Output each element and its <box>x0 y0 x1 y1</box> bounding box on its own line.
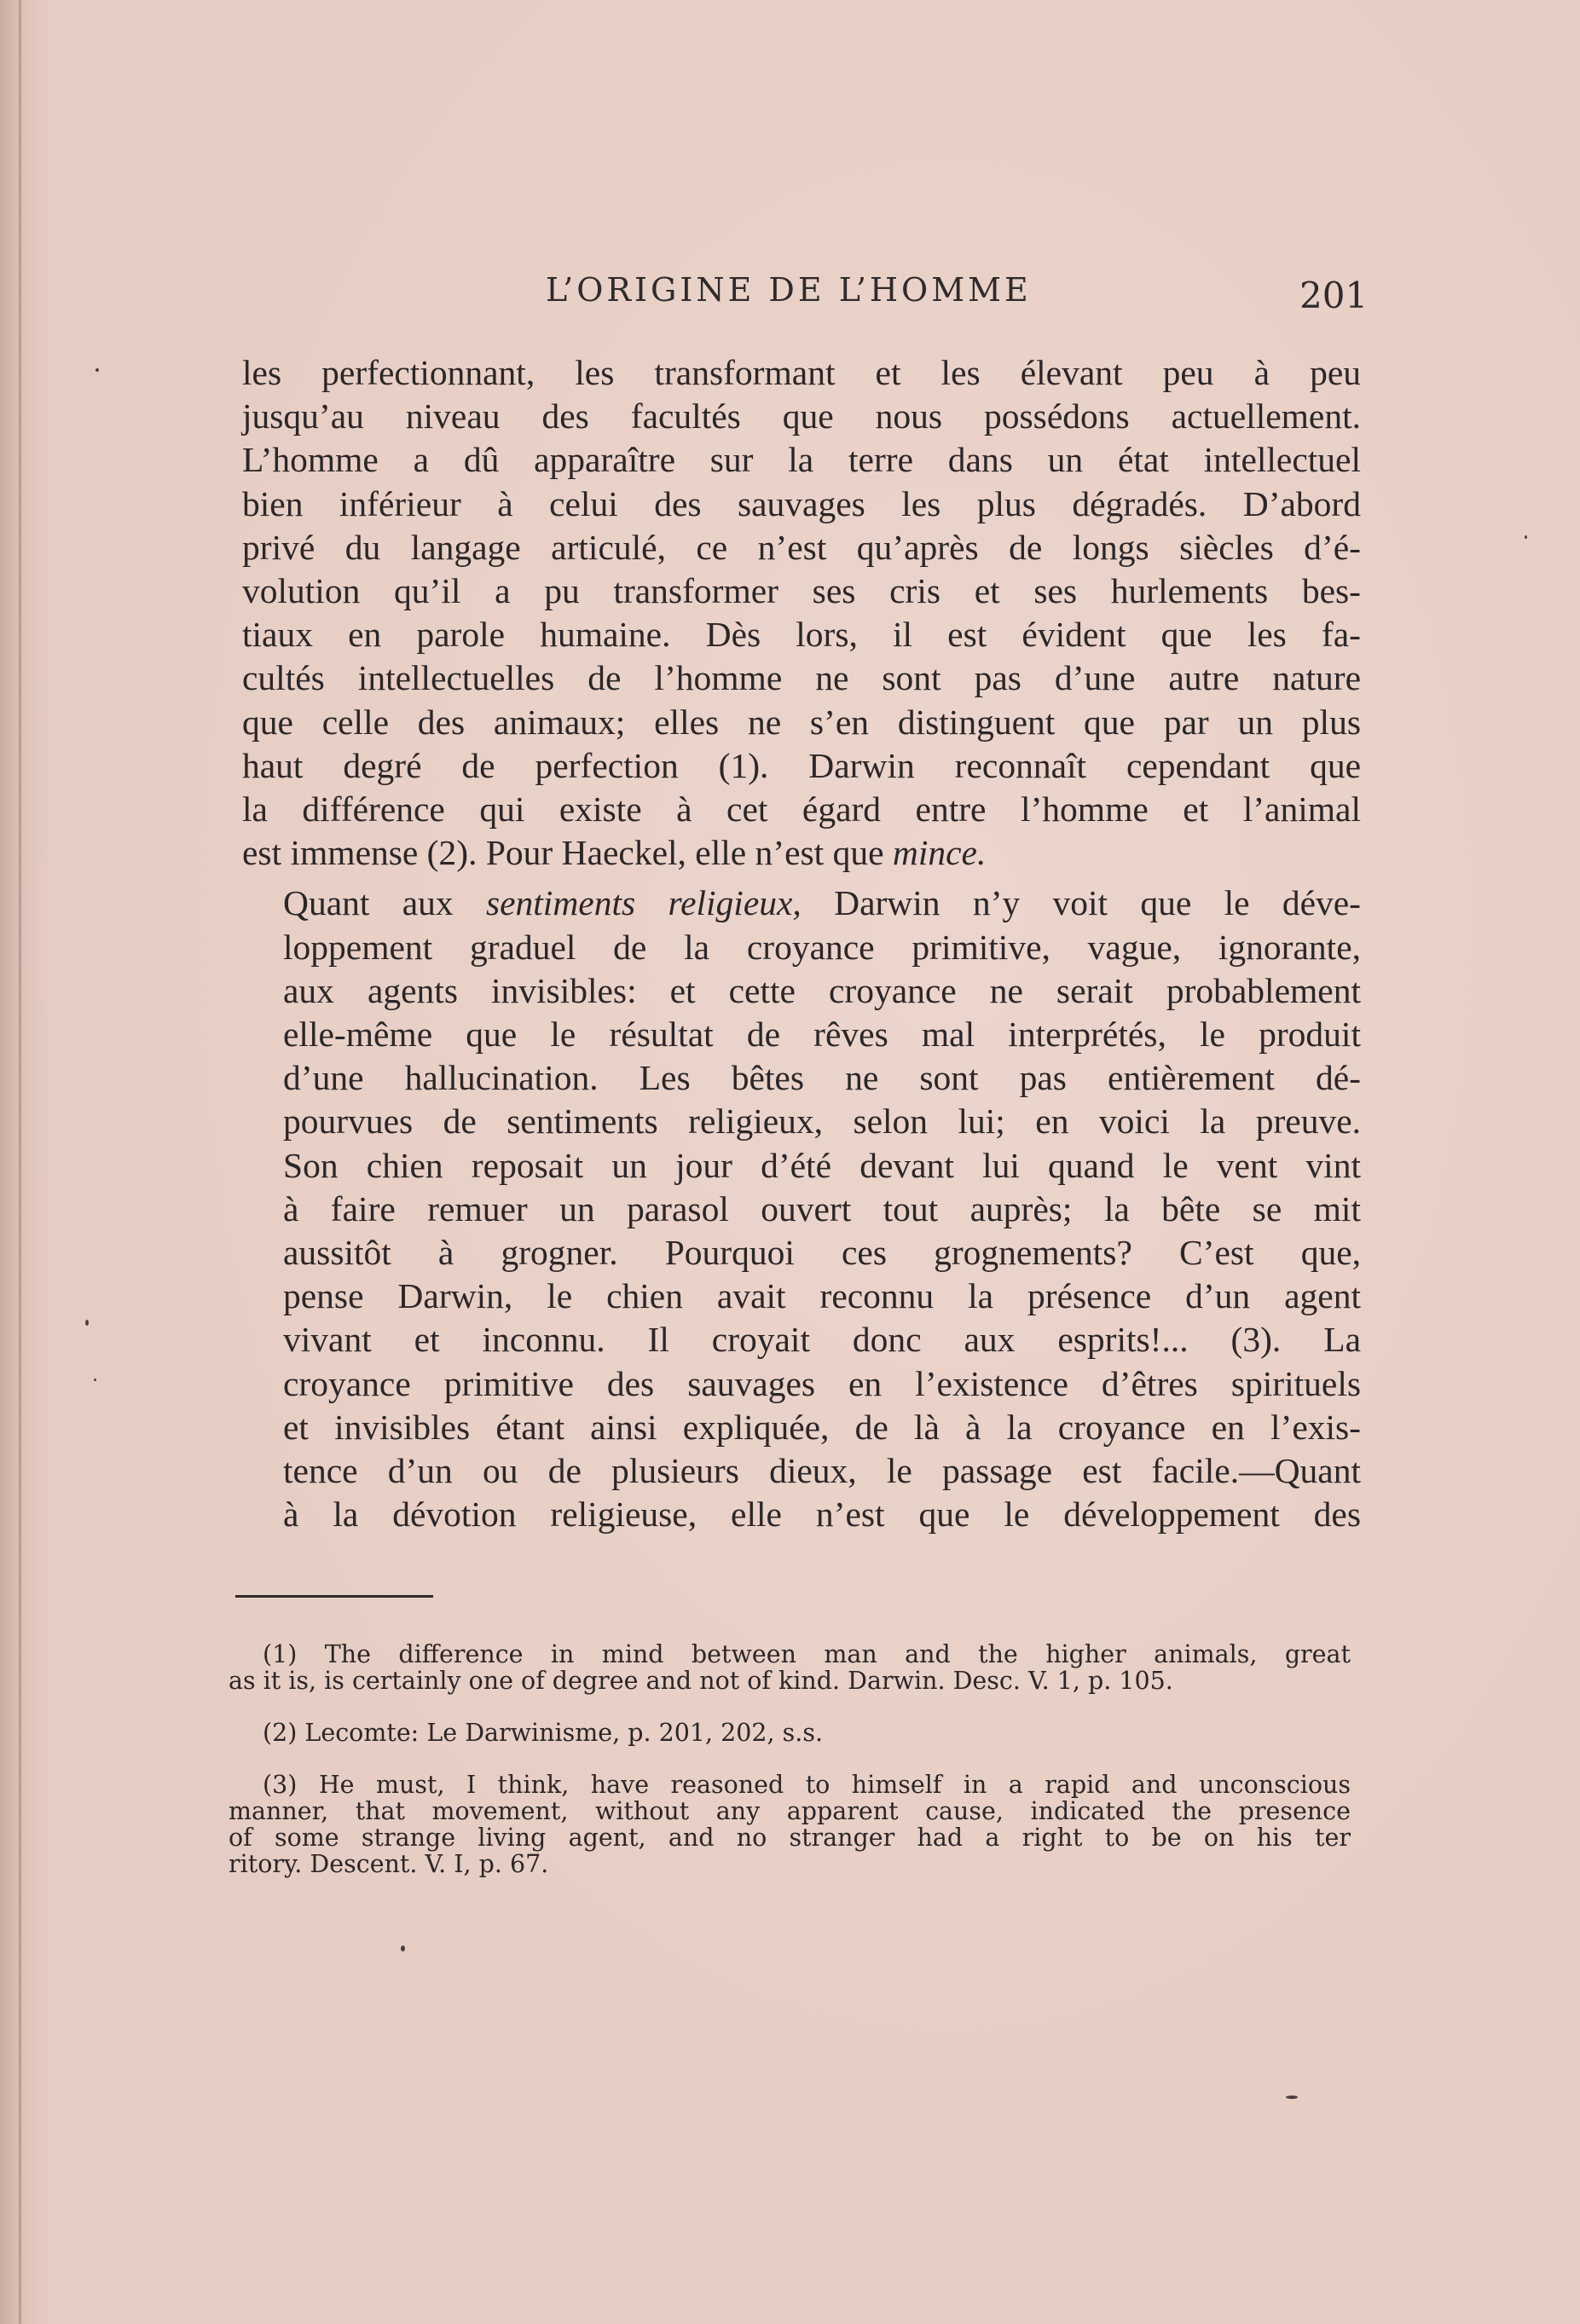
paragraph-1 <box>242 351 1361 875</box>
text-line: que celle des animaux; elles ne s’en distinguent que par un plus <box>242 702 1361 742</box>
page-gutter-shadow <box>19 0 21 2324</box>
text-segment: est immense (2). Pour Haeckel, elle n’est que <box>242 833 893 873</box>
text-line: cultés intellectuelles de l’homme ne sont pas d’une autre nature <box>242 658 1361 698</box>
footnote-3 <box>229 1772 1351 1877</box>
text-line: bien inférieur à celui des sauvages les plus dégradés. D’abord <box>242 483 1361 523</box>
footnote-line: ritory. Descent. V. I, p. 67. <box>229 1850 549 1878</box>
text-line: tence d’un ou de plusieurs dieux, le passage est facile.—Quant <box>283 1451 1361 1491</box>
text-line: L’homme a dû apparaître sur la terre dans un état intellectuel <box>242 440 1361 480</box>
text-line: croyance primitive des sauvages en l’existence d’êtres spirituels <box>283 1363 1361 1403</box>
text-line <box>242 882 1361 925</box>
text-line: à faire remuer un parasol ouvert tout auprès; la bête se mit <box>283 1188 1361 1228</box>
main-text <box>242 351 1361 1536</box>
text-line: vivant et inconnu. Il croyait donc aux esprits!... (3). La <box>283 1320 1361 1360</box>
running-title: L’ORIGINE DE L’HOMME <box>546 271 1032 309</box>
text-line: d’une hallucination. Les bêtes ne sont pas entièrement dé- <box>283 1058 1361 1098</box>
text-line: aux agents invisibles: et cette croyance ne serait probablement <box>283 970 1361 1010</box>
text-line: aussitôt à grogner. Pourquoi ces grognements? C’est que, <box>283 1233 1361 1273</box>
paper-speck <box>1525 535 1527 539</box>
text-line: tiaux en parole humaine. Dès lors, il est évident que les fa- <box>242 615 1361 655</box>
italic-phrase: sentiments religieux, <box>485 883 802 923</box>
footnote-line: (2) Lecomte: Le Darwinisme, p. 201, 202, s.s. <box>263 1719 824 1747</box>
footnote-line: of some strange living agent, and no stranger had a right to be on his ter <box>229 1824 1351 1852</box>
footnote-1 <box>229 1641 1351 1694</box>
footnote-line: (3) He must, I think, have reasoned to himself in a rapid and unconscious <box>263 1771 1351 1799</box>
text-segment: Darwin n’y voit que le déve- <box>801 883 1361 923</box>
text-line: loppement graduel de la croyance primitive, vague, ignorante, <box>283 927 1361 967</box>
paper-speck <box>1286 2096 1298 2099</box>
text-line <box>242 831 1361 875</box>
text-segment: Quant aux <box>283 883 486 923</box>
footnote-line: (1) The difference in mind between man and the higher animals, great <box>263 1640 1351 1668</box>
footnotes <box>229 1641 1351 1903</box>
paragraph-2 <box>242 882 1361 1536</box>
text-line: les perfectionnant, les transformant et les élevant peu à peu <box>242 353 1361 392</box>
paper-speck <box>95 368 99 372</box>
footnote-separator <box>235 1595 433 1598</box>
text-line: Son chien reposait un jour d’été devant lui quand le vent vint <box>283 1145 1361 1185</box>
page-number: 201 <box>1299 275 1369 316</box>
text-line: pourvues de sentiments religieux, selon lui; en voici la preuve. <box>283 1101 1361 1142</box>
paper-speck <box>401 1945 405 1951</box>
footnote-line: manner, that movement, without any apparent cause, indicated the presence <box>229 1797 1351 1825</box>
text-line: jusqu’au niveau des facultés que nous possédons actuellement. <box>242 396 1361 436</box>
text-line: et invisibles étant ainsi expliquée, de là à la croyance en l’exis- <box>283 1407 1361 1447</box>
text-line: pense Darwin, le chien avait reconnu la présence d’un agent <box>283 1276 1361 1316</box>
footnote-2 <box>229 1720 1351 1746</box>
text-line: privé du langage articulé, ce n’est qu’après de longs siècles d’é- <box>242 527 1361 567</box>
paper-speck <box>94 1379 96 1381</box>
text-line: elle-même que le résultat de rêves mal interprétés, le produit <box>283 1015 1361 1055</box>
text-line: haut degré de perfection (1). Darwin reconnaît cependant que <box>242 745 1361 785</box>
paper-speck <box>85 1320 89 1326</box>
footnote-line: as it is, is certainly one of degree and not of kind. Darwin. Desc. V. 1, p. 105. <box>229 1667 1173 1695</box>
text-line: la différence qui existe à cet égard entre l’homme et l’animal <box>242 789 1361 830</box>
text-line: volution qu’il a pu transformer ses cris et ses hurlements bes- <box>242 571 1361 611</box>
italic-word: mince. <box>892 833 987 873</box>
text-line: à la dévotion religieuse, elle n’est que le développement des <box>283 1494 1361 1535</box>
